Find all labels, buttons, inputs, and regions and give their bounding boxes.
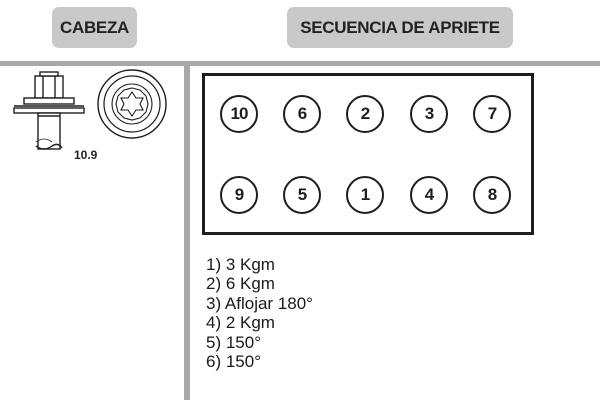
torque-step: 4) 2 Kgm (206, 313, 275, 333)
flange-bolt-icon (14, 72, 84, 149)
sequence-header: SECUENCIA DE APRIETE (287, 7, 513, 48)
head-header: CABEZA (52, 7, 137, 48)
sequence-number: 1 (346, 176, 384, 214)
torque-step: 6) 150° (206, 352, 262, 372)
sequence-number: 4 (410, 176, 448, 214)
torque-step: 1) 3 Kgm (206, 255, 275, 274)
torque-step: 3) Aflojar 180° (206, 293, 313, 313)
sequence-number: 10 (220, 95, 258, 133)
sequence-number: 8 (473, 176, 511, 214)
sequence-number: 5 (283, 176, 321, 214)
sequence-number: 2 (346, 95, 384, 133)
sequence-number: 3 (410, 95, 448, 133)
vertical-divider (184, 61, 190, 400)
sequence-number: 7 (473, 95, 511, 133)
torque-step: 2) 6 Kgm (206, 274, 275, 294)
sequence-number: 6 (283, 95, 321, 133)
bolt-grade-label: 10.9 (74, 148, 98, 162)
torque-step: 5) 150° (206, 332, 262, 352)
sequence-number: 9 (220, 176, 258, 214)
torx-socket-icon (98, 70, 166, 138)
torque-steps-list (206, 255, 313, 371)
